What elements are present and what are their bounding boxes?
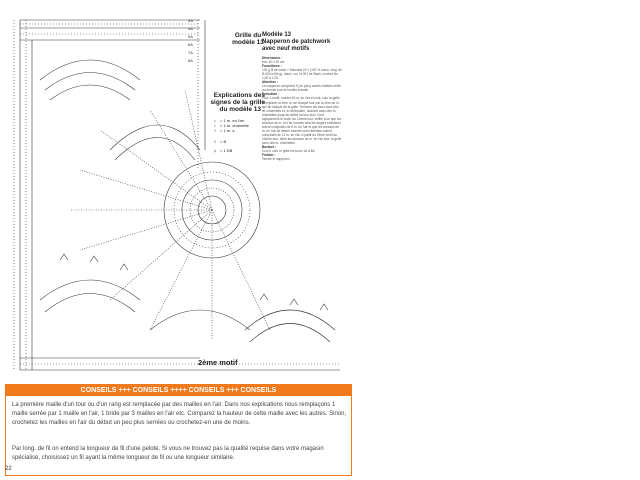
picot-clusters xyxy=(60,254,328,310)
instruction-section: Dimensions : env. 40 x 40 cm xyxy=(262,56,285,65)
page-number: 22 xyxy=(5,466,12,472)
conseils-paragraph: La première maille d'un tour ou d'un rang est remplacée par des mailles en l'air. Dans nos explications nous remplaçons 1 maille serrée par 1 maille en l'air, 1 bride par 3 mailles en l'air etc. Comparez la hauteur de cette maille avec les autres. Sinon, crochetez les mailles en l'air du début un peu plus serrées ou crochetez-en une de moins. xyxy=(12,402,347,426)
row-label: 4A xyxy=(188,26,193,31)
legend-item: • = 1 m. chaînette xyxy=(214,123,249,128)
model-title: Modèle 13 Napperon de patchwork avec neuf motifs xyxy=(262,32,331,52)
instruction-section: Finition : Tendre le napperon xyxy=(262,153,290,162)
left-border-band xyxy=(14,20,32,370)
legend-item: † = B xyxy=(213,139,227,144)
row-label: 5A xyxy=(188,34,193,39)
top-border-band xyxy=(20,20,200,40)
legend-item: + = 1 m. s. xyxy=(213,128,236,133)
conseils-box xyxy=(5,384,352,476)
legend-item: • = 1 m. en l'air xyxy=(214,118,244,123)
upper-arches xyxy=(40,60,200,160)
instructions-text xyxy=(262,56,342,161)
conseils-header: CONSEILS +++ CONSEILS ++++ CONSEILS +++ CONSEILS xyxy=(6,385,351,396)
row-label: 7A xyxy=(188,50,193,55)
grid-title: Grille du modèle 13 xyxy=(232,32,264,46)
instruction-section: Fournitures : 100 g fil de coton « Manuela 20 » (100 % coton, long. de fil 400 m/50 g), blanc, col. M 001 de Stahl, crochet No 1,00 à 1,25. xyxy=(262,64,342,81)
bottom-border-band xyxy=(20,358,340,370)
symbol-legend xyxy=(210,118,255,153)
lower-arches xyxy=(40,280,335,342)
row-label: 3A xyxy=(188,18,193,23)
instruction-section: Bordure : Croch. suiv. le grille les tours 1A à 8A. xyxy=(262,145,316,154)
explanations-title: Explications des signes de la grille du modèle 13 : xyxy=(210,92,265,113)
instruction-section: Exécution : Pour 1 motif, monter 16 m. en l'air et cont. suiv. la grille. Remplacer la 1ère m. de chaque tour par la 1ère de m. en l'air indiqué de la grille. Terminer les tours avec des m. chaînettes et, si nécessaire, avancer avec des m. chaînettes jusqu'au début du tour suiv. Cont. logiquement le motif. Au 10ème tour, veiller à ce que les arceaux de m. en l'air tournés vers les angles extérieurs soient composés de 8 m. en l'air et que les arceaux de m. en l'air de liaison tournés vers l'intérieur soient composés de 12 m. en l'air. A partir du 2ème motif au 10ème tour, relier les arceaux de m. en l'air suiv. la grille avec des m. chaînettes. xyxy=(262,92,342,145)
row-label: 8A xyxy=(188,58,193,63)
legend-item: ‡ = 1 DB xyxy=(213,148,233,153)
instruction-section: Attention : Le napperon comprend 9 (ou plus) carrés réalisés reliés au dernier tour et bordés ensuite. xyxy=(262,80,342,93)
motif-label: 2ème motif xyxy=(198,358,238,367)
row-label: 6A xyxy=(188,42,193,47)
conseils-paragraph: Par long. de fil on entend la longueur de fil d'une pelote. Si vous ne trouvez pas la qualité requise dans votre magasin spécialisé, choisissez un fil ayant la même longueur de fil ou une longueur similaire. xyxy=(12,446,324,461)
